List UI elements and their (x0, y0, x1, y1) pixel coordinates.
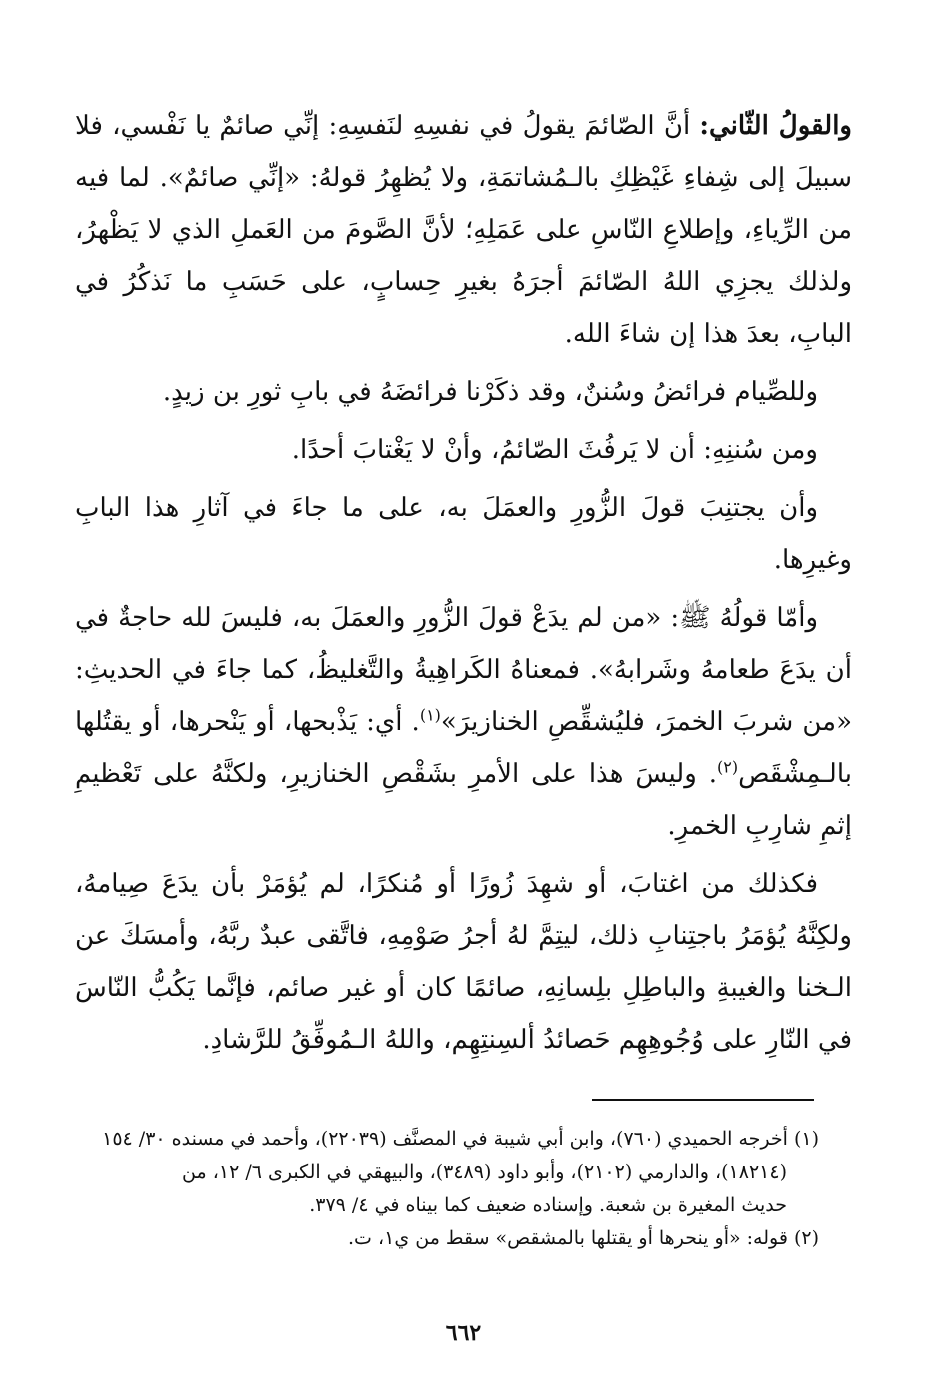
footnote-divider (592, 1099, 814, 1101)
paragraph-lead: والقولُ الثّاني: (699, 111, 852, 141)
paragraph-text: أنَّ الصّائمَ يقولُ في نفسِهِ لنَفسِهِ: إنِّي صائمٌ يا نَفْسي، فلا سبيلَ إلى شِفاءِ غَيْظِكِ بالـمُشاتمَةِ، ولا يُظهِرُ قولهُ: «إنِّي صائمٌ». لما فيه من الرِّياءِ، وإطلاعِ النّاسِ على عَمَلِهِ؛ لأنَّ الصَّومَ من العَملِ الذي لا يَظْهرُ، ولذلك يجزِي اللهُ الصّائمَ أجرَهُ بغيرِ حِسابٍ، على حَسَبِ ما نَذكُرُ في البابِ، بعدَ هذا إن شاءَ الله. (75, 111, 852, 349)
footnotes (80, 1123, 819, 1255)
paragraph-text: وأمّا قولُهُ ﷺ: «من لم يدَعْ قولَ الزُّورِ والعمَلَ به، فليسَ لله حاجةٌ في أن يدَعَ طعامهُ وشَرابهُ». فمعناهُ الكَراهِيةُ والتَّغليظُ، كما جاءَ في الحديثِ: «من شربَ الخمرَ، فليُشقِّصِ الخنازيرَ» (75, 603, 852, 737)
footnote-1-line-2: (١٨٢١٤)، والدارمي (٢١٠٢)، وأبو داود (٣٤٨٩)، والبيهقي في الكبرى ٦/ ١٢، من (182, 1161, 787, 1183)
paragraph-1 (75, 100, 852, 360)
paragraph-text: . أي: يَذْبحها، أو يَنْحرها، أو يقتُلها بالـمِشْقَص (75, 707, 852, 789)
footnote-1-line-1: (١) أخرجه الحميدي (٧٦٠)، وابن أبي شيبة في المصنَّف (٢٢٠٣٩)، وأحمد في مسنده ٣٠/ ١٥٤ (102, 1128, 819, 1150)
paragraph-4: وأن يجتنِبَ قولَ الزُّورِ والعمَلَ به، على ما جاءَ في آثارِ هذا البابِ وغيرِها. (75, 493, 852, 575)
paragraph-6: فكذلك من اغتابَ، أو شهِدَ زُورًا أو مُنكرًا، لم يُؤمَرْ بأن يدَعَ صِيامهُ، ولكِنَّهُ يُؤمَرُ باجتِنابِ ذلك، ليتِمَّ لهُ أجرُ صَوْمِهِ، فاتَّقى عبدٌ ربَّهُ، وأمسَكَ عن الـخنا والغيبةِ والباطِلِ بلِسانِهِ، صائمًا كان أو غير صائم، فإنَّما يَكُبُّ النّاسَ في النّارِ على وُجُوهِهِم حَصائدُ ألسِنتِهِم، واللهُ الـمُوفِّقُ للرَّشادِ. (75, 869, 852, 1055)
footnote-1-line-3: حديث المغيرة بن شعبة. وإسناده ضعيف كما بيناه في ٤/ ٣٧٩. (309, 1194, 787, 1216)
page-number: ٦٦٢ (445, 1320, 482, 1346)
footnote-2: (٢) قوله: «أو ينحرها أو يقتلها بالمشقص» سقط من ي١، ت. (348, 1227, 819, 1249)
footnote-ref-1[interactable]: (١) (419, 705, 441, 725)
paragraph-2: وللصِّيام فرائضُ وسُننٌ، وقد ذكَرْنا فرائضَهُ في بابِ ثورِ بن زيدٍ. (162, 377, 818, 407)
footnote-ref-2[interactable]: (٢) (716, 757, 739, 777)
paragraph-text: . وليسَ هذا على الأمرِ بشَقْصِ الخنازيرِ، ولكنَّهُ على تَعْظيمِ إثمِ شارِبِ الخمرِ. (75, 759, 852, 841)
main-text (75, 100, 852, 1072)
paragraph-3: ومن سُننِهِ: أن لا يَرفُثَ الصّائمُ، وأنْ لا يَغْتابَ أحدًا. (291, 435, 818, 465)
paragraph-5 (75, 592, 852, 852)
